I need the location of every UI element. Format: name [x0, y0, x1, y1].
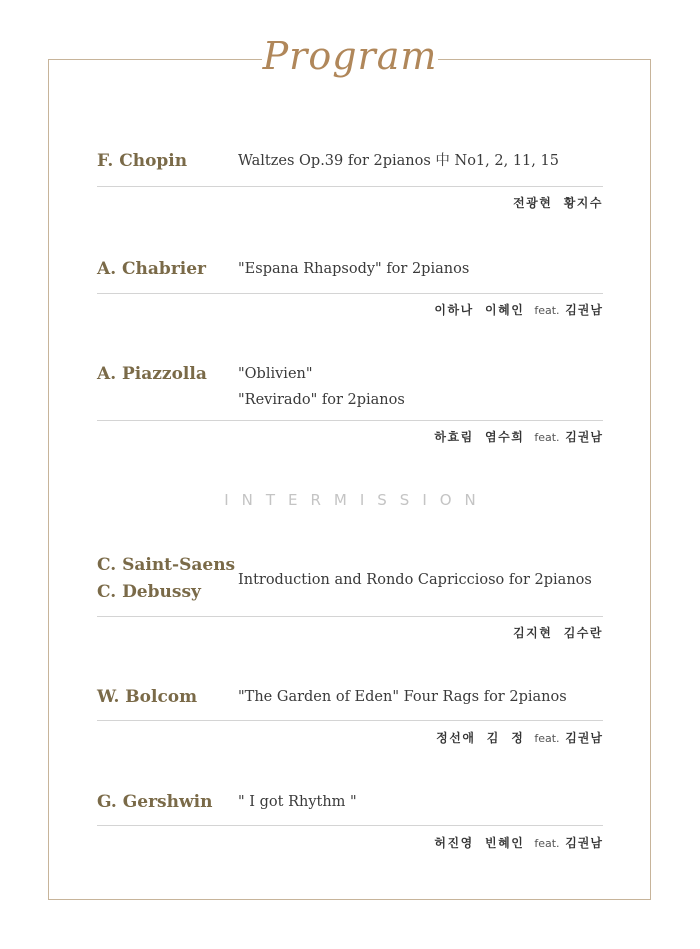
performers [434, 302, 603, 319]
divider [97, 186, 603, 187]
performer-names: 정선애 김 정 [436, 731, 525, 745]
work-title: "Espana Rhapsody" for 2pianos [238, 261, 470, 277]
intermission-label: INTERMISSION [224, 491, 489, 509]
work-title: "The Garden of Eden" Four Rags for 2pianos [238, 689, 567, 705]
divider [97, 616, 603, 617]
program-title: Program [262, 34, 438, 78]
composer-name: C. Saint-Saens [97, 555, 236, 575]
work-title: "Oblivien" [238, 366, 313, 382]
work-title: Waltzes Op.39 for 2pianos 中 No1, 2, 11, 15 [238, 153, 559, 169]
performers [513, 625, 603, 641]
composer-name: C. Debussy [97, 582, 201, 602]
program-title-wrap [262, 28, 438, 88]
guest-performer: 김권남 [565, 836, 603, 850]
performers [434, 835, 603, 852]
guest-performer: 김권남 [565, 430, 603, 444]
performer-names: 하효림 염수희 [434, 430, 525, 444]
feat-label: feat. [534, 304, 560, 317]
composer-name: A. Piazzolla [97, 364, 207, 384]
guest-performer: 김권남 [565, 731, 603, 745]
divider [97, 720, 603, 721]
work-title: Introduction and Rondo Capriccioso for 2pianos [238, 572, 592, 588]
work-title: "Revirado" for 2pianos [238, 392, 405, 408]
composer-name: G. Gershwin [97, 792, 213, 812]
guest-performer: 김권남 [565, 303, 603, 317]
divider [97, 293, 603, 294]
performer-names: 이하나 이혜인 [434, 303, 525, 317]
composer-name: W. Bolcom [97, 687, 198, 707]
composer-name: F. Chopin [97, 151, 188, 171]
performers [436, 730, 603, 747]
divider [97, 825, 603, 826]
composer-name: A. Chabrier [97, 259, 207, 279]
divider [97, 420, 603, 421]
performer-names: 김지현 김수란 [513, 626, 603, 640]
performer-names: 전광현 황지수 [513, 196, 603, 210]
performers [434, 429, 603, 446]
feat-label: feat. [534, 431, 560, 444]
performers [513, 195, 603, 211]
feat-label: feat. [534, 732, 560, 745]
feat-label: feat. [534, 837, 560, 850]
performer-names: 허진영 빈혜인 [434, 836, 525, 850]
work-title: " I got Rhythm " [238, 794, 357, 810]
